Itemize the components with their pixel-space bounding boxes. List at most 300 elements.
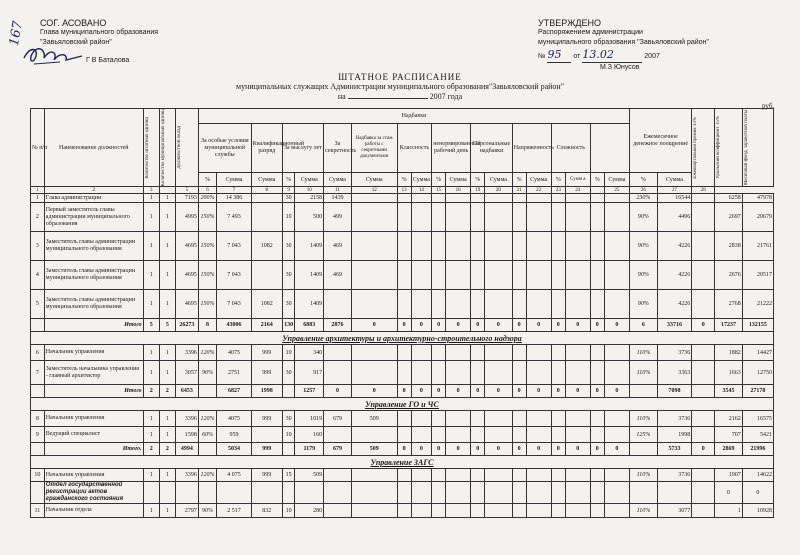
approval-right-block [538,18,709,73]
table-row [31,345,774,361]
column-number: 2 [44,187,143,194]
hdr-allowances: Надбавки [198,109,629,124]
cell-value [657,482,691,504]
cell-value [692,504,715,518]
cell-value [485,194,513,203]
table-row [31,203,774,232]
position-name: Заместитель главы администрации муниципального образования [44,290,143,319]
approval-right-line3: муниципального образования "Завьяловский район" [538,39,709,46]
total-value: 509 [351,443,397,456]
cell-value: 9 [31,427,45,443]
column-number: 9 [282,187,295,194]
cell-value: 469 [324,261,352,290]
total-value: 0 [565,385,590,398]
total-row [31,443,774,456]
hdr-fund: Месячный фонд, заработной платы [743,110,749,186]
cell-value [512,427,526,443]
table-row [31,427,774,443]
staff-table: № п/п Наименование должностей Количество штатных единиц Количество муниципальных единиц Должностной оклад Надбавки Ежемесячное денежное поощрение Ежеквартальная премия 33% Уральский коэффициент 15% Месячный фонд, заработной платы За особые условия муниципальной службы Квалификационный разряд За выслугу лет За секретность Надбавка за стаж работы с секретными документами Классность ненормированный рабочий день Персональные надбавки Напряженность Сложность % Сумма Сумма % Сумма Сумма Сумма % Сумма % Сумма % Сумма % Сумма % Сумм а % Сумма % Сумма 1 2 3 5 6 7 8 9 10 11 12 13 14 15 16 19 20 21 22 23 24 25 26 27 28 1 Глава администрации 1 1 7193 200% 14 386 30 2158 1439 230% 16544 6258 47978 2 Первый заместитель главы администрации муниципального образования 1 1 4995 150% 7 493 10 500 499 90% 4496 2697 20679 3 Заместитель главы администрации муниципального образования 1 1 4695 150% 7 043 1082 30 1409 469 90% 4226 2838 21761 4 Заместитель главы администрации муниципального образования 1 1 4695 150% 7 043 30 1409 469 90% 4226 2676 20517 5 Заместитель главы администрации муниципального образования 1 1 4695 150% 7 043 1082 30 1409 90% 4226 2768 21222 Итого 5 5 26273 8 43006 2164 130 6883 2876 0 0 0 0 0 0 0 0 0 0 0 0 0 6 33716 0 17237 132155 Управление архитектуры и архитектурно-строительного надзора 6 Начальник управления 1 1 3396 120% 4075 999 10 340 110% 3736 1882 14427 7 Заместитель начальника управления - главный архитектор 1 1 3057 90% 2751 999 30 917 110% 3363 1663 12750 Итого 2 2 6453 6827 1998 1257 0 0 0 0 0 0 0 0 0 0 0 0 0 0 7098 3545 27178 Управление ГО и ЧС 8 Начальник управления 1 1 3396 120% 4075 999 30 1019 679 509 110% 3736 2162 16575 9 Ведущий специалист 1 1 1598 60% 959 10 160 125% 1998 707 5421 Итого. 2 2 4994 5034 999 1179 679 509 0 0 0 0 0 0 0 0 0 0 0 0 5733 0 2869 21996 Управление ЗАГС 10 Начальник управления 1 1 3396 120% 4 075 999 15 509 110% 3736 1907 14622 Отдел государственной регистрации актов гражданского состояния 0 0 11 Начальник отдела 1 1 2797 90% 2 517 832 10 280 110% 3077 1 10928 [30,108,774,518]
cell-value [411,504,432,518]
cell-value: 14 386 [217,194,251,203]
cell-value: 1 [159,345,175,361]
cell-value [590,482,604,504]
cell-value: 150% [198,203,216,232]
total-value [282,385,295,398]
cell-value [590,261,604,290]
cell-value [471,261,485,290]
cell-value [446,361,471,385]
cell-value: 1 [159,411,175,427]
total-value: 0 [351,385,397,398]
total-value [198,443,216,456]
column-number: 14 [411,187,432,194]
total-value: 5 [159,319,175,332]
total-value: 1998 [251,385,282,398]
cell-value [411,203,432,232]
cell-value: 230% [630,194,658,203]
cell-value [446,290,471,319]
table-row [31,469,774,482]
cell-value [512,194,526,203]
total-value: 0 [551,443,565,456]
cell-value: 110% [630,345,658,361]
hdr-seniority: За выслугу лет [282,124,323,173]
cell-value: 1 [159,504,175,518]
total-value: 0 [526,443,551,456]
total-value: 8 [198,319,216,332]
column-number: 26 [630,187,658,194]
cell-value: 1882 [715,345,743,361]
cell-value: 10 [282,345,295,361]
cell-value: 999 [251,345,282,361]
total-value: 33716 [657,319,691,332]
cell-value [471,290,485,319]
cell-value [485,345,513,361]
cell-value: 4075 [217,411,251,427]
cell-value: 30 [282,194,295,203]
total-value: 0 [351,319,397,332]
cell-value [351,290,397,319]
total-value: 0 [604,319,629,332]
cell-value [512,482,526,504]
cell-value: 340 [295,345,324,361]
total-value: 2 [159,443,175,456]
total-value [31,319,45,332]
hdr-salary: Должностной оклад [176,126,182,170]
cell-value: 2751 [217,361,251,385]
cell-value [590,345,604,361]
cell-value [485,261,513,290]
cell-value: 90% [198,504,216,518]
total-value: 0 [551,385,565,398]
cell-value [526,261,551,290]
title-line3: на 2007 года [337,92,463,101]
cell-value: 679 [324,411,352,427]
cell-value [565,504,590,518]
cell-value [324,427,352,443]
cell-value: 959 [217,427,251,443]
position-name: Заместитель начальника управления - главный архитектор [44,361,143,385]
column-number: 7 [217,187,251,194]
cell-value: 1998 [657,427,691,443]
hdr-qualif: Квалификационный разряд [251,124,282,173]
cell-value: 21222 [742,290,773,319]
cell-value: 120% [198,411,216,427]
approval-left-line1: СОГ. АСОВАНО [40,18,107,28]
cell-value [397,361,411,385]
total-value: 0 [551,319,565,332]
cell-value [351,261,397,290]
cell-value: 2838 [715,232,743,261]
cell-value [446,345,471,361]
cell-value [590,194,604,203]
total-value: 27178 [742,385,773,398]
cell-value: 999 [251,361,282,385]
cell-value: 120% [198,345,216,361]
order-no-label: № [538,53,546,60]
approval-right-line1: УТВЕРЖДЕНО [538,18,602,28]
total-value: 2 [143,443,159,456]
cell-value: 509 [351,411,397,427]
cell-value: 160 [295,427,324,443]
cell-value [397,427,411,443]
cell-value [485,504,513,518]
cell-value [295,482,324,504]
cell-value: 3363 [657,361,691,385]
cell-value [551,411,565,427]
total-value: 0 [446,443,471,456]
cell-value [446,504,471,518]
cell-value: 2676 [715,261,743,290]
cell-value [324,482,352,504]
cell-value: 1 [143,469,159,482]
cell-value [411,345,432,361]
cell-value [512,469,526,482]
cell-value: 3 [31,232,45,261]
cell-value [411,194,432,203]
cell-value [551,504,565,518]
cell-value: 917 [295,361,324,385]
total-row [31,385,774,398]
total-value: 2164 [251,319,282,332]
cell-value [692,361,715,385]
cell-value: 4695 [175,232,198,261]
approval-right-line2: Распоряжением администрации [538,29,643,36]
cell-value: 0 [742,482,773,504]
cell-value: 4 [31,261,45,290]
total-value: 0 [411,319,432,332]
cell-value: 14427 [742,345,773,361]
cell-value [411,232,432,261]
cell-value: 509 [295,469,324,482]
total-value: 17237 [715,319,743,332]
cell-value: 110% [630,504,658,518]
cell-value [692,194,715,203]
cell-value [526,411,551,427]
total-value: 43006 [217,319,251,332]
cell-value [512,232,526,261]
cell-value: 20517 [742,261,773,290]
hdr-tension: Напряженность [512,124,551,173]
total-value: 0 [471,385,485,398]
cell-value: 999 [251,411,282,427]
cell-value [397,504,411,518]
cell-value: 4075 [217,345,251,361]
cell-value [565,194,590,203]
cell-value [351,482,397,504]
cell-value [411,411,432,427]
dept-note-row [31,482,774,504]
column-number: 20 [485,187,513,194]
cell-value: 4226 [657,290,691,319]
cell-value: 10 [282,427,295,443]
total-value: 6883 [295,319,324,332]
cell-value [512,290,526,319]
cell-value: 150% [198,261,216,290]
hdr-num: № п/п [31,109,45,187]
position-name: Глава администрации [44,194,143,203]
cell-value: 2 517 [217,504,251,518]
total-value: 2 [159,385,175,398]
cell-value [432,345,446,361]
total-value: 0 [446,319,471,332]
cell-value [485,469,513,482]
cell-value: 4226 [657,232,691,261]
hdr-complexity: Сложность [551,124,590,173]
cell-value [324,361,352,385]
total-value: 0 [471,443,485,456]
cell-value: 110% [630,361,658,385]
cell-value: 8 [31,411,45,427]
position-name: Начальник отдела [44,504,143,518]
column-number: 12 [351,187,397,194]
cell-value: 1663 [715,361,743,385]
total-value: 5733 [657,443,691,456]
cell-value [565,482,590,504]
total-value: 0 [590,443,604,456]
total-value: 5034 [217,443,251,456]
cell-value [604,290,629,319]
cell-value [432,427,446,443]
cell-value: 150% [198,290,216,319]
cell-value: 90% [630,232,658,261]
cell-value: 1598 [175,427,198,443]
cell-value: 1 [31,194,45,203]
cell-value [692,469,715,482]
cell-value: 21761 [742,232,773,261]
cell-value [485,232,513,261]
hdr-secrecy: За секретность [324,124,352,173]
total-value: 5 [143,319,159,332]
table-row [31,504,774,518]
cell-value [411,469,432,482]
cell-value [485,427,513,443]
cell-value: 2697 [715,203,743,232]
cell-value: 10 [282,504,295,518]
total-value: 0 [471,319,485,332]
cell-value: 4496 [657,203,691,232]
cell-value [351,232,397,261]
currency-unit: руб. [762,102,775,110]
total-value: 0 [692,319,715,332]
cell-value [630,482,658,504]
cell-value: 1019 [295,411,324,427]
position-name: Начальник управления [44,411,143,427]
total-label: Итого [44,385,143,398]
cell-value [446,482,471,504]
column-number: 10 [295,187,324,194]
cell-value [551,345,565,361]
cell-value [351,345,397,361]
table-row [31,232,774,261]
column-number: 1 [31,187,45,194]
position-name: Первый заместитель главы администрации муниципального образования [44,203,143,232]
column-number: 6 [198,187,216,194]
cell-value: 5 [31,290,45,319]
cell-value: 499 [324,203,352,232]
total-value: 4994 [175,443,198,456]
cell-value [604,411,629,427]
cell-value [397,345,411,361]
total-value [282,443,295,456]
cell-value: 2 [31,203,45,232]
hdr-class: Классность [397,124,431,173]
total-value: 0 [432,443,446,456]
cell-value: 4995 [175,203,198,232]
cell-value [604,194,629,203]
total-value: 0 [590,319,604,332]
position-name: Заместитель главы администрации муниципального образования [44,261,143,290]
total-label: Итого [44,319,143,332]
cell-value [446,411,471,427]
section-title: Управление ГО и ЧС [31,398,774,411]
cell-value [551,203,565,232]
cell-value: 0 [715,482,743,504]
cell-value [590,290,604,319]
cell-value: 469 [324,232,352,261]
cell-value [411,261,432,290]
cell-value [471,411,485,427]
cell-value: 47978 [742,194,773,203]
approval-left-signer: Г В Баталова [86,57,130,64]
hdr-special: За особые условия муниципальной службы [198,124,251,173]
total-value: 0 [512,443,526,456]
cell-value: 1082 [251,290,282,319]
cell-value [551,194,565,203]
cell-value [446,469,471,482]
approval-left-line3: "Завьяловский район" [40,39,112,46]
cell-value [198,482,216,504]
cell-value: 1 [715,504,743,518]
total-value: 999 [251,443,282,456]
total-value [692,385,715,398]
cell-value: 3077 [657,504,691,518]
cell-value: 30 [282,411,295,427]
cell-value [143,482,159,504]
cell-value [604,232,629,261]
cell-value [324,290,352,319]
title-line1: ШТАТНОЕ РАСПИСАНИЕ [338,72,462,82]
total-value: 0 [590,385,604,398]
cell-value: 1 [143,261,159,290]
cell-value [485,290,513,319]
cell-value: 1 [159,427,175,443]
total-value: 1179 [295,443,324,456]
cell-value [397,469,411,482]
cell-value [526,504,551,518]
total-value: 21996 [742,443,773,456]
cell-value [485,482,513,504]
section-title: Управление архитектуры и архитектурно-строительного надзора [31,332,774,345]
section-title: Управление ЗАГС [31,456,774,469]
cell-value: 1 [159,361,175,385]
cell-value: 1 [159,261,175,290]
total-value: 7098 [657,385,691,398]
total-value: 0 [526,319,551,332]
cell-value [471,345,485,361]
cell-value: 12750 [742,361,773,385]
cell-value [411,482,432,504]
cell-value: 3396 [175,469,198,482]
cell-value: 1 [143,361,159,385]
cell-value: 1 [143,194,159,203]
column-number: 23 [551,187,565,194]
cell-value: 7 [31,361,45,385]
cell-value: 1409 [295,261,324,290]
cell-value [526,427,551,443]
cell-value [471,469,485,482]
order-date-value: 13.02 [582,48,614,61]
cell-value [526,345,551,361]
column-number: 11 [324,187,352,194]
cell-value [175,482,198,504]
cell-value [251,203,282,232]
cell-value: 1 [143,345,159,361]
total-value: 0 [485,319,513,332]
cell-value: 30 [282,290,295,319]
cell-value [526,232,551,261]
cell-value: 2768 [715,290,743,319]
total-value: 0 [324,385,352,398]
table-row [31,361,774,385]
cell-value [565,232,590,261]
cell-value: 90% [198,361,216,385]
hdr-secret-docs: Надбавка за стаж работы с секретными документами [351,124,397,173]
total-value: 0 [565,443,590,456]
table-row [31,290,774,319]
cell-value [692,482,715,504]
cell-value [551,361,565,385]
cell-value [411,427,432,443]
cell-value: 1 [159,232,175,261]
cell-value [551,232,565,261]
cell-value: 60% [198,427,216,443]
cell-value [692,290,715,319]
cell-value: 1 [143,203,159,232]
cell-value: 3057 [175,361,198,385]
cell-value: 16575 [742,411,773,427]
cell-value: 16544 [657,194,691,203]
cell-value [432,290,446,319]
total-value: 2 [143,385,159,398]
cell-value [159,482,175,504]
cell-value [446,261,471,290]
cell-value [526,290,551,319]
cell-value [324,504,352,518]
cell-value [324,469,352,482]
cell-value: 1 [159,194,175,203]
cell-value: 7 043 [217,290,251,319]
